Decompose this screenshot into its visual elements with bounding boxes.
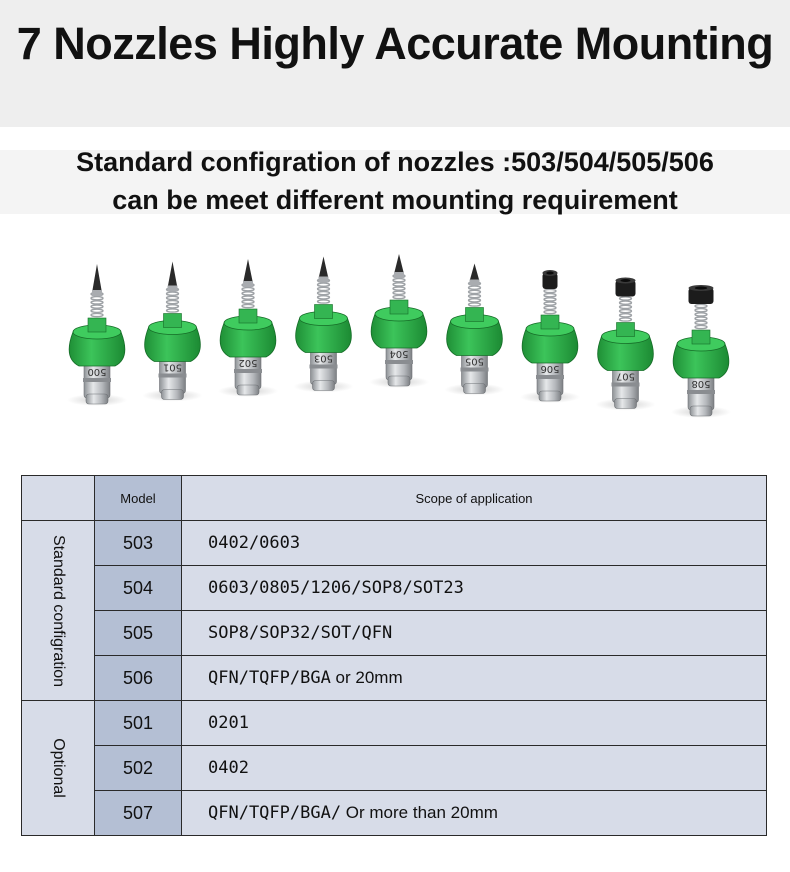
- scope-note: Or more than 20mm: [341, 803, 498, 822]
- nozzle-label: 505: [464, 355, 485, 367]
- scope-cell: [182, 611, 767, 656]
- header-scope: Scope of application: [182, 476, 767, 521]
- nozzle-label: 507: [615, 370, 636, 382]
- scope-cell: [182, 521, 767, 566]
- subtitle-line-1: Standard configration of nozzles :503/504/505/506: [76, 147, 714, 177]
- subtitle: [0, 143, 790, 219]
- nozzle-product-photo: [40, 222, 760, 442]
- model-cell: 504: [95, 566, 182, 611]
- nozzle-503: [294, 257, 354, 393]
- nozzle-508: [671, 285, 731, 418]
- nozzle-504: [369, 254, 429, 388]
- table-row: [22, 791, 767, 836]
- model-cell: 503: [95, 521, 182, 566]
- nozzle-502: [218, 259, 278, 397]
- nozzle-500: [67, 264, 127, 406]
- model-cell: 507: [95, 791, 182, 836]
- nozzle-506: [520, 270, 580, 403]
- nozzle-label: 503: [313, 352, 334, 364]
- scope-cell: [182, 656, 767, 701]
- group-label: Standard configration: [50, 534, 67, 687]
- header-model: Model: [95, 476, 182, 521]
- table-row: [22, 521, 767, 566]
- scope-cell: [182, 701, 767, 746]
- nozzle-label: 508: [691, 378, 711, 389]
- nozzle-501: [143, 262, 203, 402]
- scope-codes: 0402: [208, 758, 249, 778]
- nozzle-505: [445, 264, 505, 396]
- table-row: [22, 656, 767, 701]
- scope-cell: [182, 746, 767, 791]
- scope-note: or 20mm: [330, 668, 403, 687]
- table-row: [22, 701, 767, 746]
- scope-cell: [182, 791, 767, 836]
- table-header-row: [22, 476, 767, 521]
- nozzle-label: 502: [238, 357, 258, 368]
- scope-cell: [182, 566, 767, 611]
- nozzle-label: 501: [162, 361, 183, 373]
- model-cell: 506: [95, 656, 182, 701]
- scope-codes: 0402/0603: [208, 533, 301, 553]
- nozzle-label: 500: [87, 366, 107, 377]
- table-row: [22, 611, 767, 656]
- nozzle-label: 506: [540, 363, 560, 374]
- table-row: [22, 566, 767, 611]
- nozzle-label: 504: [389, 348, 409, 359]
- scope-codes: 0603/0805/1206/SOP8/SOT23: [208, 578, 464, 598]
- table-row: [22, 746, 767, 791]
- group-label-cell: [22, 701, 95, 836]
- model-cell: 502: [95, 746, 182, 791]
- scope-codes: QFN/TQFP/BGA: [208, 668, 331, 688]
- page-title: 7 Nozzles Highly Accurate Mounting: [16, 18, 774, 69]
- group-label-cell: [22, 521, 95, 701]
- scope-codes: 0201: [208, 713, 249, 733]
- scope-codes: SOP8/SOP32/SOT/QFN: [208, 623, 393, 643]
- nozzle-spec-table: [21, 475, 767, 836]
- header-blank-cell: [22, 476, 95, 521]
- model-cell: 505: [95, 611, 182, 656]
- subtitle-line-2: can be meet different mounting requirement: [112, 185, 678, 215]
- nozzle-507: [596, 278, 656, 411]
- model-cell: 501: [95, 701, 182, 746]
- group-label: Optional: [50, 738, 67, 798]
- scope-codes: QFN/TQFP/BGA/: [208, 803, 342, 823]
